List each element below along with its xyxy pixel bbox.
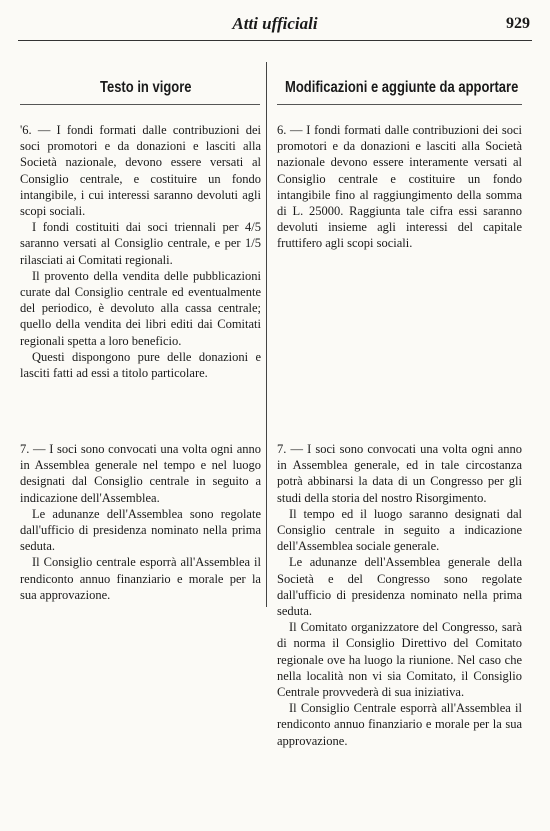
paragraph: '6. — I fondi formati dalle contribuzioni dei soci promotori e da donazioni e lasciti alla Società nazionale, devono essere versati al Consiglio centrale, e costituire un fondo intangibile, i cui interessi saranno devoluti agli scopi sociali. [20,123,261,219]
paragraph: 6. — I fondi formati dalle contribuzioni dei soci promotori e da donazioni e lasciti alla Società nazionale devono essere interamente versati al Consiglio centrale e costituire un fondo intangibile fino al raggiungimento della somma di L. 25000. Raggiunta tale cifra essi saranno devoluti insieme agli interessi del capitale fruttifero agli scopi sociali. [277,123,522,251]
page-header [0,0,550,44]
left-heading-rule [20,104,260,105]
paragraph: I fondi costituiti dai soci triennali per 4/5 saranno versati al Consiglio centrale, e per 1/5 rilasciati ai Comitati regionali. [20,220,261,267]
right-article-7 [277,441,522,749]
column-divider [266,62,267,607]
running-title: Atti ufficiali [232,14,318,33]
left-column-heading: Testo in vigore [100,78,192,96]
page-number: 929 [506,15,530,32]
right-article-6 [277,122,522,252]
header-rule [18,40,532,41]
paragraph: Questi dispongono pure delle donazioni e lasciti fatti ad essi a titolo particolare. [20,349,261,381]
paragraph: 7. — I soci sono convocati una volta ogni anno in Assemblea generale, ed in tale circostanza potrà abbinarsi la data di un Congresso per gli studi della storia del nostro Risorgimento. [277,442,522,505]
paragraph: Il Consiglio centrale esporrà all'Assemblea il rendiconto annuo finanziario e morale per la sua approvazione. [20,555,261,602]
paragraph: Il tempo ed il luogo saranno designati dal Consiglio centrale in seguito a indicazione dell'Assemblea sociale generale. [277,506,522,554]
paragraph: Il provento della vendita delle pubblicazioni curate dal Consiglio centrale ed eventualmente del periodico, è devoluto alla cassa centrale; quello della vendita dei libri editi dai Comitati regionali spetta a loro beneficio. [20,268,261,348]
paragraph: Le adunanze dell'Assemblea generale della Società e del Congresso sono regolate dall'ufficio di presidenza nominato nella prima seduta. [277,555,522,619]
paragraph: Il Comitato organizzatore del Congresso, sarà di norma il Consiglio Direttivo del Comitato regionale ove ha luogo la riunione. Nel caso che nella località non vi sia Comitato, il Consiglio Centrale provvederà di sua iniziativa. [277,620,522,700]
paragraph: Il Consiglio Centrale esporrà all'Assemblea il rendiconto annuo finanziario e morale per la sua approvazione. [277,701,522,748]
left-article-7 [20,441,261,603]
right-column-heading: Modificazioni e aggiunte da apportare [285,78,519,96]
left-article-6 [20,122,261,381]
paragraph: Le adunanze dell'Assemblea sono regolate dall'ufficio di presidenza nominato nella prima seduta. [20,506,261,554]
right-heading-rule [277,104,522,105]
paragraph: 7. — I soci sono convocati una volta ogni anno in Assemblea generale nel tempo e nel luogo designati dal Consiglio centrale in seguito a indicazione dell'Assemblea. [20,442,261,505]
